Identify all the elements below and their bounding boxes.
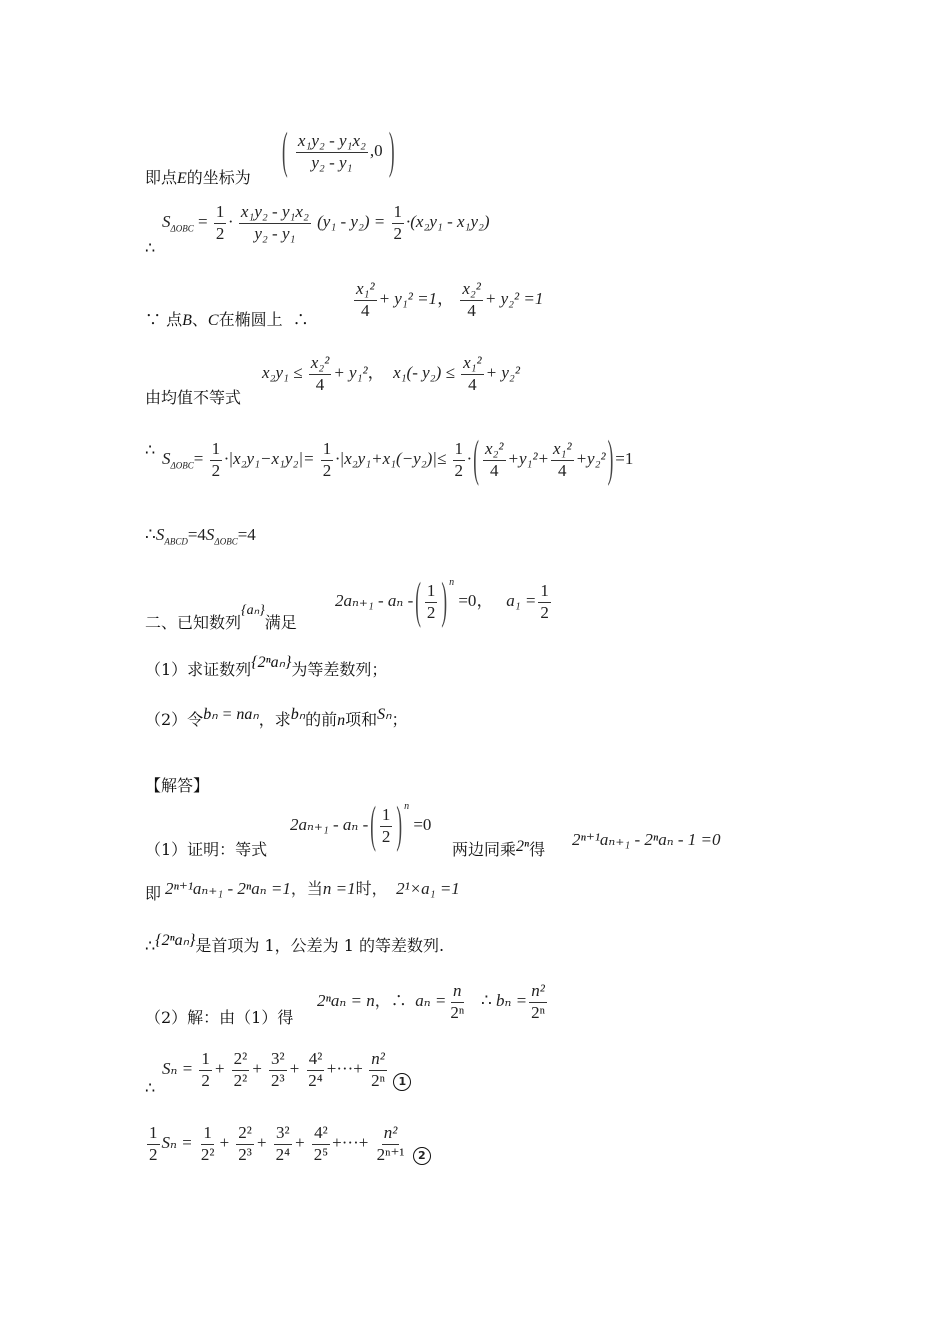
therefore-2: ∴ (145, 238, 156, 257)
formula-area-abcd: $\therefore S_{ABCD}=4S_{\Delta OBC}=4$ (145, 525, 256, 547)
therefore-5: ∴ (145, 440, 156, 459)
answer-label: 【解答】 (145, 776, 210, 795)
line-amgm: 由均值不等式 (145, 388, 242, 407)
text: 即点 (145, 168, 178, 187)
answer-1-text: （1）证明：等式 (145, 840, 268, 859)
formula-multiplied: 2ⁿ⁺¹aₙ₊₁ - 2ⁿaₙ - 1 =0 (572, 830, 721, 849)
line-point-e (145, 170, 251, 187)
formula-answer-recurrence: 2aₙ₊₁ - aₙ - ( $\frac{1}{2}$ ) $^n$ =0 (290, 796, 432, 854)
formula-sum-1: Sₙ = $\frac{1}{2}$ + $\frac{\text{2²}}{\text{2²}}$ + $\frac{\text{3²}}{\text{2³}}$ + $\frac{\text{4²}}{\text{2⁴}}$ +···+ $\frac{\text{n²}}{\text{2ⁿ}}$ 1 (162, 1050, 411, 1090)
formula-recurrence: 2aₙ₊₁ - aₙ - ( $\frac{1}{2}$ ) $^n$ =0， a₁ = $\frac{1}{2}$ (335, 572, 549, 630)
question-2-part-1: （1）求证数列{2ⁿaₙ}为等差数列； (145, 654, 388, 679)
answer-1-line-2: 即 (145, 884, 162, 903)
text: 的坐标为 (186, 168, 251, 187)
formula-area-bound: $S_{\Delta OBC}=$ $\frac{1}{2}$ ·|x₂y₁−x₁y₂|= $\frac{1}{2}$ ·|x₂y₁+x₁(−y₂)|≤ $\frac{1}{2}$ · ( $\frac{\text{x₂²}}{4}$ +y₁²+ $\frac{\text{x₁²}}{4}$ +y₂² ) =1 (162, 430, 634, 488)
formula-line-2: 2ⁿ⁺¹aₙ₊₁ - 2ⁿaₙ =1，当n =1时， 2¹×a₁ =1 (165, 879, 460, 898)
answer-2-text: （2）解：由（1）得 (145, 1008, 294, 1027)
answer-1-conclusion: ∴{2ⁿaₙ}是首项为 1，公差为 1 的等差数列. (145, 932, 445, 955)
answer-1-multiply: 两边同乘2ⁿ得 (452, 838, 546, 859)
formula-area-obc: $S_{\Delta OBC}$ = $\frac{1}{2}$ · $\frac{\text{x₁y₂ - y₁x₂}}{\text{y₂ - y₁}}$ (y₁ - y₂) = $\frac{1}{2}$ ·(x₂y₁ - x₁y₂) (162, 202, 490, 243)
therefore-sum-1: ∴ (145, 1078, 156, 1097)
formula-e-coord: ( $\frac{\text{x₁y₂ - y₁x₂}}{\text{y₂ - y₁}}$ ,0 ) (282, 122, 395, 180)
line-ellipse: ∵ 点B、C在椭圆上 ∴ (145, 310, 309, 329)
formula-an-bn: 2ⁿaₙ = n，∴ aₙ = $\frac{n}{\text{2ⁿ}}$ ∴ bₙ = $\frac{\text{n²}}{\text{2ⁿ}}$ (317, 981, 546, 1022)
question-2: 二、已知数列{aₙ}满足 (145, 603, 297, 632)
var-e: E (177, 170, 187, 187)
formula-ellipse: $\frac{\text{x₁²}}{4}$ + y₁² =1， $\frac{\text{x₂²}}{4}$ + y₂² =1 (356, 279, 544, 320)
formula-sum-2: $\frac{1}{2}$ Sₙ = $\frac{1}{\text{2²}}$ + $\frac{\text{2²}}{\text{2³}}$ + $\frac{\text{3²}}{\text{2⁴}}$ + $\frac{\text{4²}}{\text{2⁵}}$ +···+ $\frac{\text{n²}}{\text{2ⁿ⁺¹}}$ 2 (145, 1124, 431, 1164)
equation-marker-2: 2 (413, 1147, 431, 1165)
equation-marker-1: 1 (393, 1073, 411, 1091)
question-2-part-2: （2）令bₙ = naₙ，求bₙ的前n项和Sₙ； (145, 706, 408, 729)
formula-amgm: x₂y₁ ≤ $\frac{\text{x₂²}}{4}$ + y₁²， x₁(- y₂) ≤ $\frac{\text{x₁²}}{4}$ + y₂² (262, 353, 520, 394)
